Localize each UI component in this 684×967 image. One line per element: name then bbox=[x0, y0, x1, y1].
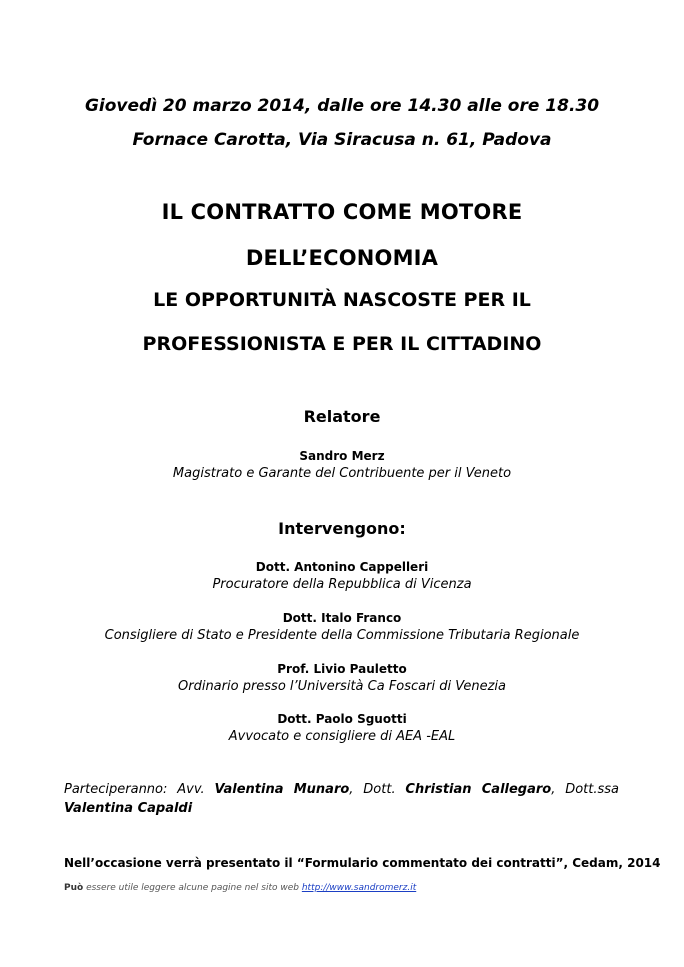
relatore-name: Sandro Merz bbox=[299, 449, 385, 463]
subtitle-line-2: PROFESSIONISTA E PER IL CITTADINO bbox=[142, 333, 542, 355]
speaker-role: Consigliere di Stato e Presidente della Commissione Tributaria Regionale bbox=[104, 628, 580, 643]
speaker-role: Procuratore della Repubblica di Vicenza bbox=[212, 577, 472, 592]
intervengono-heading: Intervengono: bbox=[278, 519, 406, 538]
subtitle-line-1: LE OPPORTUNITÀ NASCOSTE PER IL bbox=[153, 289, 531, 311]
formulario-note: Nell’occasione verrà presentato il “Formulario commentato dei contratti”, Cedam, 2014 bbox=[64, 856, 661, 870]
parteciperanno-label: Parteciperanno: bbox=[64, 782, 168, 797]
speaker-name: Dott. Italo Franco bbox=[282, 611, 402, 625]
title-line-2: DELL’ECONOMIA bbox=[245, 246, 439, 270]
participant-title: Dott.ssa bbox=[565, 782, 620, 797]
relatore-heading: Relatore bbox=[303, 407, 381, 426]
participant-name: Christian Callegaro bbox=[405, 782, 552, 797]
relatore-role: Magistrato e Garante del Contribuente per il Veneto bbox=[172, 466, 512, 481]
participant-name: Valentina Capaldi bbox=[64, 801, 193, 816]
speaker-role: Ordinario presso l’Università Ca Foscari di Venezia bbox=[178, 679, 506, 694]
speaker-name: Dott. Paolo Sguotti bbox=[277, 712, 407, 726]
puo-word: Può bbox=[64, 883, 84, 893]
participant-title: Avv. bbox=[177, 782, 205, 797]
website-note bbox=[64, 883, 416, 893]
parteciperanno-paragraph: Parteciperanno: Avv. Valentina Munaro, Dott. Christian Callegaro, Dott.ssa Valentina Capaldi bbox=[64, 782, 620, 816]
website-note-text: essere utile leggere alcune pagine nel sito web bbox=[86, 883, 299, 893]
participant-title: Dott. bbox=[363, 782, 396, 797]
event-date-time: Giovedì 20 marzo 2014, dalle ore 14.30 alle ore 18.30 bbox=[84, 96, 600, 116]
website-link[interactable]: http://www.sandromerz.it bbox=[301, 883, 417, 893]
speaker-name: Dott. Antonino Cappelleri bbox=[255, 560, 429, 574]
event-location: Fornace Carotta, Via Siracusa n. 61, Padova bbox=[132, 130, 552, 150]
participant-name: Valentina Munaro bbox=[214, 782, 350, 797]
speaker-name: Prof. Livio Pauletto bbox=[277, 662, 407, 676]
title-line-1: IL CONTRATTO COME MOTORE bbox=[161, 200, 523, 224]
speaker-role: Avvocato e consigliere di AEA -EAL bbox=[228, 729, 456, 744]
